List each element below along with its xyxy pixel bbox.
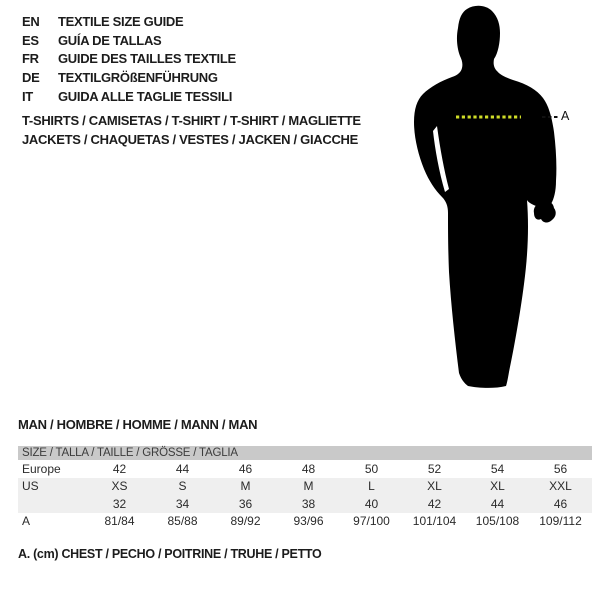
language-row <box>22 32 236 51</box>
size-cell: 50 <box>364 461 379 476</box>
size-cell: 38 <box>301 496 316 511</box>
language-list <box>22 13 236 107</box>
size-cell: M <box>303 479 314 494</box>
language-row <box>22 50 236 69</box>
language-code: FR <box>22 51 39 67</box>
language-label: GUÍA DE TALLAS <box>58 32 162 48</box>
size-cell: 46 <box>238 461 253 476</box>
row-label: Europe <box>22 461 61 476</box>
section-title-man: MAN / HOMBRE / HOMME / MANN / MAN <box>18 417 258 432</box>
size-cell: XXL <box>549 479 572 494</box>
size-cell: 97/100 <box>353 514 390 529</box>
size-cell: 54 <box>490 461 505 476</box>
man-silhouette <box>414 6 556 388</box>
size-cell: 42 <box>427 496 442 511</box>
size-cell: 81/84 <box>104 514 135 529</box>
size-cell: XS <box>111 479 128 494</box>
size-cell: 52 <box>427 461 442 476</box>
size-cell: 93/96 <box>293 514 324 529</box>
size-cell: 56 <box>553 461 568 476</box>
language-code: IT <box>22 88 33 104</box>
size-cell: S <box>178 479 187 494</box>
row-label: A <box>22 514 31 529</box>
category-jackets: JACKETS / CHAQUETAS / VESTES / JACKEN / GIACCHE <box>22 131 358 147</box>
size-cell: 105/108 <box>475 514 520 529</box>
language-code: EN <box>22 14 40 29</box>
size-cell: 46 <box>553 496 568 511</box>
size-table-header: SIZE / TALLA / TAILLE / GRÖSSE / TAGLIA <box>18 446 592 460</box>
language-code: ES <box>22 32 39 48</box>
language-label: GUIDE DES TAILLES TEXTILE <box>58 51 236 67</box>
measurement-footnote: A. (cm) CHEST / PECHO / POITRINE / TRUHE / PETTO <box>18 547 322 561</box>
size-cell: 109/112 <box>539 514 582 529</box>
size-cell: M <box>240 479 251 494</box>
size-cell: 36 <box>238 496 253 511</box>
size-cell: 48 <box>301 461 316 476</box>
size-table <box>18 446 592 530</box>
size-cell: 85/88 <box>167 514 198 529</box>
garment-categories <box>22 112 361 149</box>
language-label: TEXTILGRÖßENFÜHRUNG <box>58 70 218 86</box>
language-row <box>22 88 236 107</box>
size-cell: L <box>368 479 375 494</box>
table-row-europe <box>18 460 592 478</box>
size-cell: 44 <box>490 496 505 511</box>
measure-label-a: A <box>561 109 570 123</box>
size-cell: 40 <box>364 496 379 511</box>
size-cell: 42 <box>112 461 127 476</box>
size-cell: 101/104 <box>412 514 457 529</box>
size-cell: XL <box>490 479 505 494</box>
table-row-us-numeric <box>18 495 592 513</box>
size-cell: XL <box>427 479 442 494</box>
language-label: TEXTILE SIZE GUIDE <box>58 14 184 29</box>
size-cell: 44 <box>175 461 190 476</box>
size-cell: 89/92 <box>230 514 261 529</box>
table-row-us <box>18 478 592 496</box>
table-row-chest <box>18 513 592 531</box>
language-row <box>22 69 236 88</box>
man-silhouette-figure <box>400 0 600 400</box>
hand <box>534 201 556 222</box>
size-cell: 32 <box>112 496 127 511</box>
language-row <box>22 13 236 32</box>
language-code: DE <box>22 70 40 86</box>
category-tshirts: T-SHIRTS / CAMISETAS / T-SHIRT / T-SHIRT / MAGLIETTE <box>22 113 361 128</box>
row-label: US <box>22 479 39 494</box>
size-cell: 34 <box>175 496 190 511</box>
language-label: GUIDA ALLE TAGLIE TESSILI <box>58 88 233 104</box>
